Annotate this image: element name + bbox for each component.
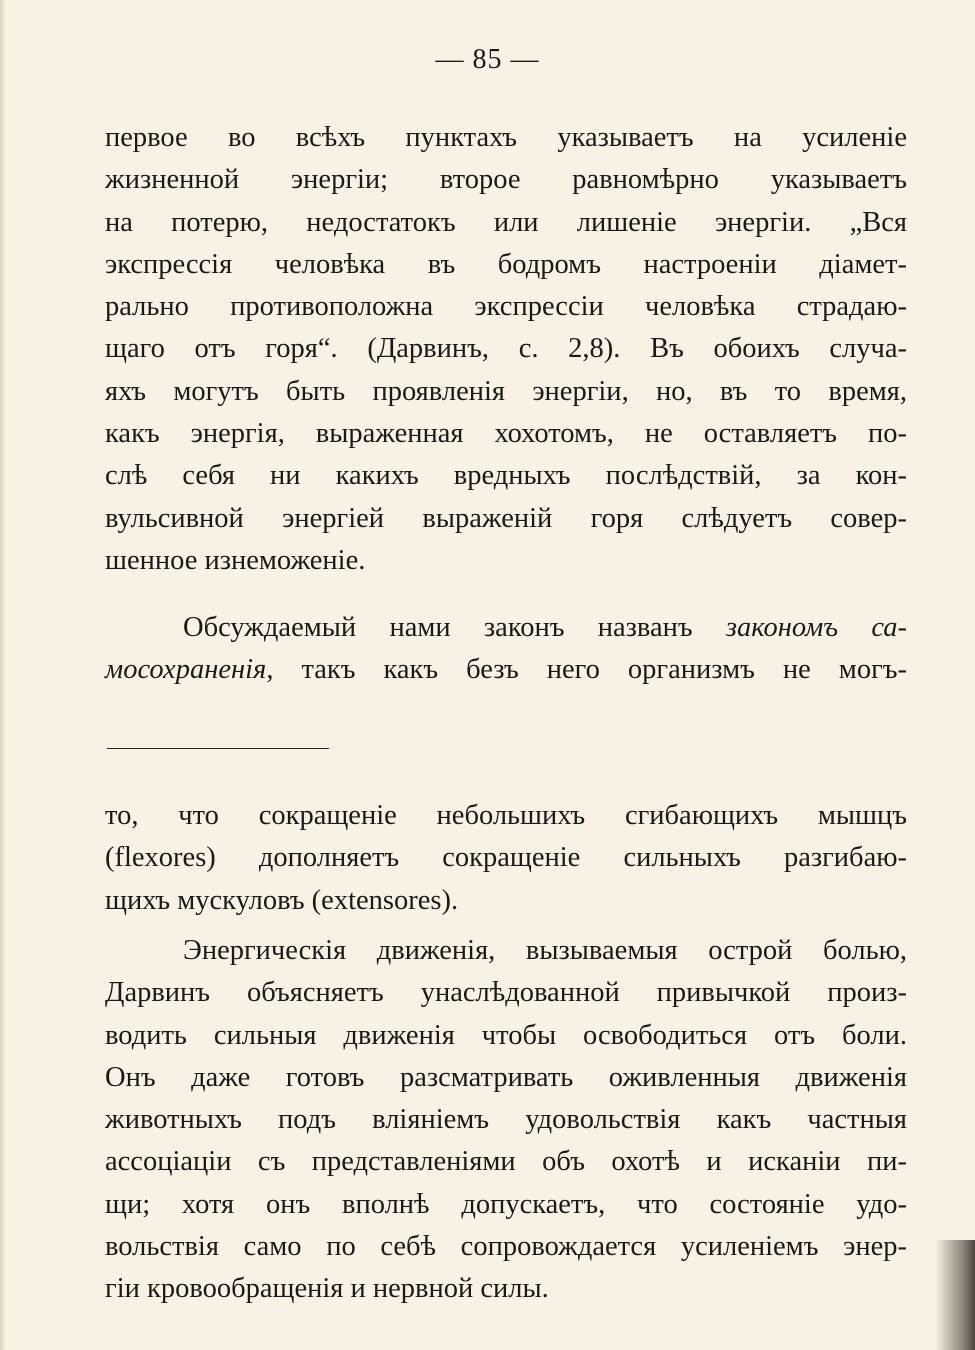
italic-term: мосохраненія bbox=[105, 654, 267, 686]
paragraph-2 bbox=[105, 607, 907, 692]
text-line: рально противоположна экспрессіи человѣка страдаю- bbox=[105, 291, 907, 323]
text-line: вульсивной энергіей выраженій горя слѣдуетъ совер- bbox=[105, 502, 907, 534]
text-line: первое во всѣхъ пунктахъ указываетъ на усиленіе bbox=[105, 122, 907, 153]
text-line: слѣ себя ни какихъ вредныхъ послѣдствій, за кон- bbox=[105, 460, 907, 492]
text-line bbox=[105, 649, 907, 691]
text-line: Дарвинъ объясняетъ унаслѣдованной привычкой произ- bbox=[105, 977, 907, 1009]
footnote bbox=[105, 795, 907, 922]
footnote-line: (flexores) дополняетъ сокращеніе сильныхъ разгибаю- bbox=[105, 842, 907, 874]
text-line: на потерю, недостатокъ или лишеніе энергіи. „Вся bbox=[105, 206, 907, 238]
paragraph-3 bbox=[105, 930, 907, 1311]
text-line: животныхъ подъ вліяніемъ удовольствія какъ частныя bbox=[105, 1104, 907, 1136]
text-line: гіи кровообращенія и нервной силы. bbox=[105, 1273, 549, 1305]
text-line: водить сильныя движенія чтобы освободиться отъ боли. bbox=[105, 1019, 907, 1051]
text-line: Энергическія движенія, вызываемыя острой болью, bbox=[183, 935, 907, 966]
text-line bbox=[105, 607, 907, 649]
text-line: шенное изнеможеніе. bbox=[105, 544, 366, 576]
text-line: какъ энергія, выраженная хохотомъ, не оставляетъ по- bbox=[105, 418, 907, 450]
text-line: ассоціаціи съ представленіями объ охотѣ и исканіи пи- bbox=[105, 1146, 907, 1178]
text-line: щи; хотя онъ вполнѣ допускаетъ, что состояніе удо- bbox=[105, 1188, 907, 1220]
page-number: — 85 — bbox=[435, 44, 540, 75]
paragraph-1 bbox=[105, 117, 907, 582]
footnote-line: щихъ мускуловъ (extensores). bbox=[105, 884, 459, 916]
text-run: , такъ какъ безъ него организмъ не могъ- bbox=[266, 654, 907, 686]
text-line: жизненной энергіи; второе равномѣрно указываетъ bbox=[105, 164, 907, 196]
text-line: Онъ даже готовъ разсматривать оживленныя движенія bbox=[105, 1061, 907, 1093]
italic-term: закономъ са- bbox=[725, 612, 907, 643]
text-line: экспрессія человѣка въ бодромъ настроеніи діамет- bbox=[105, 248, 907, 280]
text-run: Обсуждаемый нами законъ названъ bbox=[183, 612, 726, 643]
footnote-divider bbox=[107, 748, 329, 749]
text-line: яхъ могутъ быть проявленія энергіи, но, въ то время, bbox=[105, 375, 907, 407]
text-line: щаго отъ горя“. (Дарвинъ, с. 2,8). Въ обоихъ случа- bbox=[105, 333, 907, 365]
footnote-line: то, что сокращеніе небольшихъ сгибающихъ мышцъ bbox=[105, 800, 907, 831]
text-line: вольствія само по себѣ сопровождается усиленіемъ энер- bbox=[105, 1231, 907, 1263]
